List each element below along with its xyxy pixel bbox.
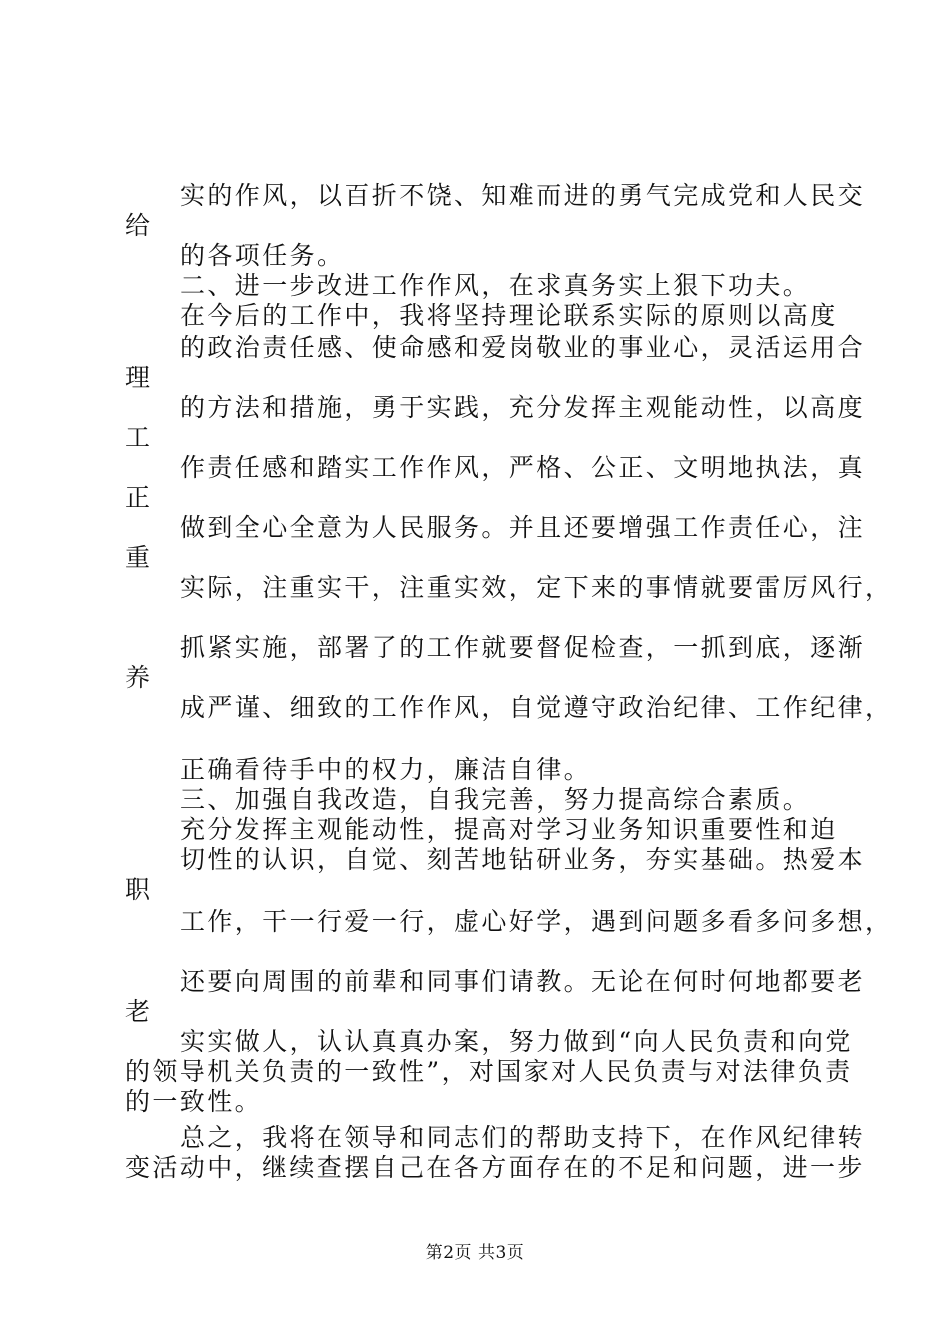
text-line: 切性的认识，自觉、刻苦地钻研业务，夯实基础。热爱本	[180, 845, 866, 874]
text-line: 理	[125, 363, 153, 392]
text-line: 还要向周围的前辈和同事们请教。无论在何时何地都要老	[180, 967, 866, 996]
text-line: 给	[125, 211, 153, 240]
text-line: 正确看待手中的权力，廉洁自律。	[180, 755, 592, 784]
text-line: 成严谨、细致的工作作风，自觉遵守政治纪律、工作纪律，	[180, 693, 893, 722]
text-line: 作责任感和踏实工作作风，严格、公正、文明地执法，真	[180, 453, 866, 482]
text-line: 重	[125, 543, 153, 572]
section-heading: 二、进一步改进工作作风，在求真务实上狠下功夫。	[180, 271, 811, 300]
text-line: 职	[125, 875, 153, 904]
text-line: 实实做人，认认真真办案，努力做到“向人民负责和向党	[180, 1027, 853, 1056]
text-line: 实际，注重实干，注重实效，定下来的事情就要雷厉风行，	[180, 573, 893, 602]
text-line: 的政治责任感、使命感和爱岗敬业的事业心，灵活运用合	[180, 333, 866, 362]
text-line: 变活动中，继续查摆自己在各方面存在的不足和问题，进一步	[125, 1153, 865, 1182]
text-line: 实的作风，以百折不饶、知难而进的勇气完成党和人民交	[180, 181, 866, 210]
text-line: 做到全心全意为人民服务。并且还要增强工作责任心，注	[180, 513, 866, 542]
text-line: 的一致性。	[125, 1087, 263, 1116]
text-line: 在今后的工作中，我将坚持理论联系实际的原则以高度	[180, 301, 838, 330]
text-line: 的方法和措施，勇于实践，充分发挥主观能动性，以高度	[180, 393, 866, 422]
text-line: 老	[125, 997, 153, 1026]
text-line: 工	[125, 423, 153, 452]
section-heading: 三、加强自我改造，自我完善，努力提高综合素质。	[180, 785, 811, 814]
text-line: 养	[125, 663, 153, 692]
page-footer: 第2页 共3页	[425, 1243, 525, 1263]
text-line: 的领导机关负责的一致性”，对国家对人民负责与对法律负责	[125, 1057, 853, 1086]
text-line: 抓紧实施，部署了的工作就要督促检查，一抓到底，逐渐	[180, 633, 866, 662]
text-line: 的各项任务。	[180, 241, 345, 270]
text-line: 工作，干一行爱一行，虚心好学，遇到问题多看多问多想，	[180, 907, 893, 936]
text-line: 充分发挥主观能动性，提高对学习业务知识重要性和迫	[180, 815, 838, 844]
text-line: 正	[125, 483, 153, 512]
text-line: 总之，我将在领导和同志们的帮助支持下，在作风纪律转	[180, 1123, 866, 1152]
